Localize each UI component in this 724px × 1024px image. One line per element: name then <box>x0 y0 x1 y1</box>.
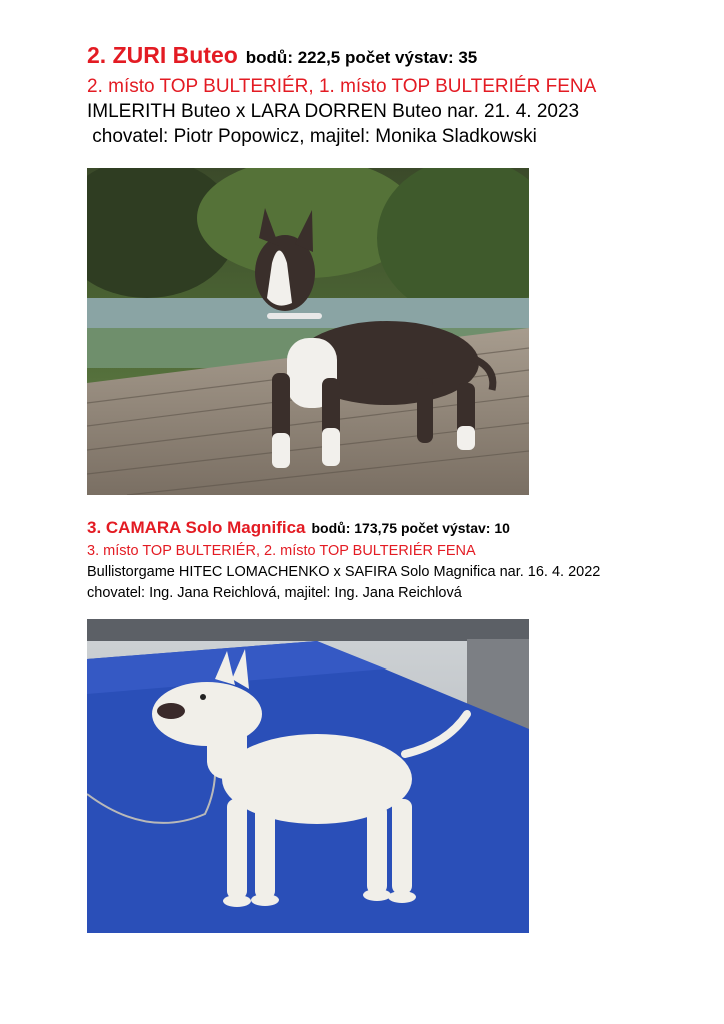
dog-entry-zuri <box>87 44 687 149</box>
dog-photo-zuri <box>87 168 529 495</box>
dog-photo-camara <box>87 619 529 933</box>
dog-entry-camara <box>87 519 687 604</box>
dog-rank-name: 2. ZURI Buteo <box>87 42 238 68</box>
entry-title-line <box>87 519 687 541</box>
dog-stats: bodů: 173,75 počet výstav: 10 <box>311 520 510 536</box>
dog-owners: chovatel: Piotr Popowicz, majitel: Monika Sladkowski <box>87 126 537 147</box>
dog-owners: chovatel: Ing. Jana Reichlová, majitel: Ing. Jana Reichlová <box>87 585 462 601</box>
dog-pedigree: Bullistorgame HITEC LOMACHENKO x SAFIRA Solo Magnifica nar. 16. 4. 2022 <box>87 564 601 580</box>
dog-placements: 2. místo TOP BULTERIÉR, 1. místo TOP BULTERIÉR FENA <box>87 76 597 97</box>
entry-title-line <box>87 44 687 74</box>
dog-stats: bodů: 222,5 počet výstav: 35 <box>245 48 478 67</box>
dog-rank-name: 3. CAMARA Solo Magnifica <box>87 518 306 537</box>
dog-pedigree: IMLERITH Buteo x LARA DORREN Buteo nar. 21. 4. 2023 <box>87 101 580 122</box>
dog-placements: 3. místo TOP BULTERIÉR, 2. místo TOP BULTERIÉR FENA <box>87 543 476 559</box>
